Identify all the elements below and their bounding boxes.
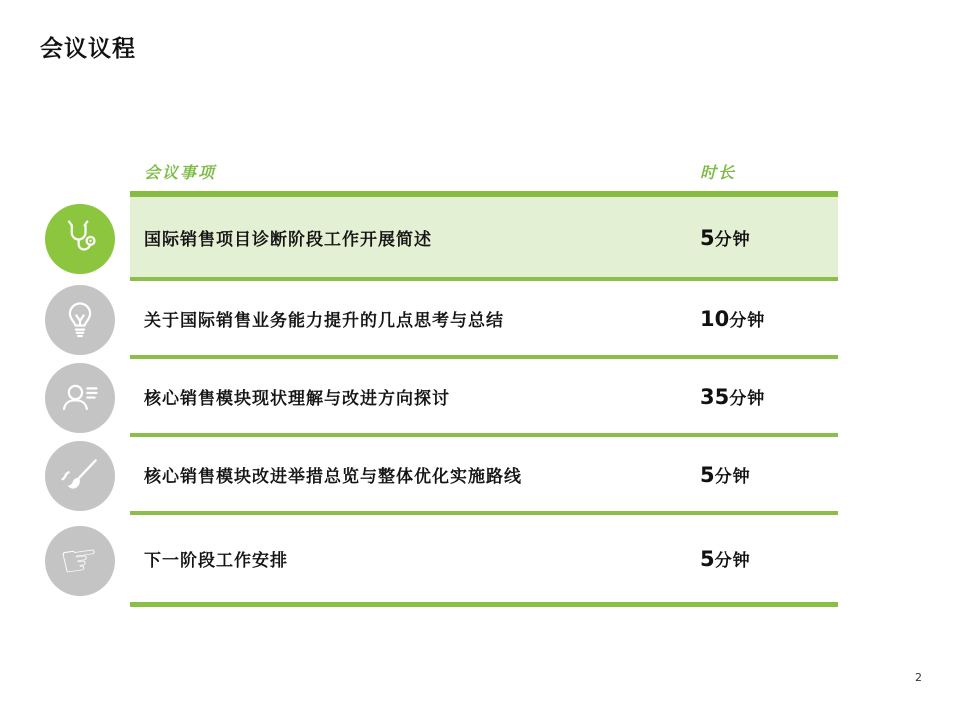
pointing-hand-icon: ☞ [45,526,115,596]
agenda-item-duration [700,306,838,331]
agenda-item-text: 关于国际销售业务能力提升的几点思考与总结 [144,310,504,331]
agenda-item-text: 核心销售模块改进举措总览与整体优化实施路线 [144,466,522,487]
lightbulb-icon [45,285,115,355]
stethoscope-icon [45,204,115,274]
agenda-item-text: 国际销售项目诊断阶段工作开展简述 [144,229,432,250]
table-row [45,197,838,281]
row-icon-cell [45,359,130,437]
person-list-icon [45,363,115,433]
paintbrush-icon [45,441,115,511]
row-content [130,515,838,607]
duration-unit: 分钟 [714,229,751,250]
duration-unit: 分钟 [729,388,766,409]
duration-unit: 分钟 [714,466,751,487]
duration-number: 5 [700,462,715,487]
row-icon-cell [45,281,130,359]
agenda-item-duration [700,225,838,250]
agenda-table [45,160,838,607]
row-icon-cell [45,437,130,515]
agenda-item-text: 核心销售模块现状理解与改进方向探讨 [144,388,450,409]
duration-number: 35 [700,384,730,409]
row-content [130,281,838,359]
column-header-duration: 时长 [700,163,737,182]
agenda-item-duration [700,546,838,571]
table-row [45,437,838,515]
row-icon-cell [45,515,130,607]
table-row [45,359,838,437]
table-row [45,281,838,359]
row-content [130,359,838,437]
duration-number: 5 [700,225,715,250]
page-number: 2 [915,671,922,684]
page-title: 会议议程 [40,35,136,62]
row-content [130,197,838,281]
duration-number: 10 [700,306,730,331]
row-content [130,437,838,515]
duration-unit: 分钟 [714,551,751,571]
table-row [45,515,838,607]
agenda-item-duration [700,462,838,487]
duration-number: 5 [700,547,715,571]
row-icon-cell [45,197,130,281]
agenda-item-duration [700,384,838,409]
agenda-item-text: 下一阶段工作安排 [144,551,288,571]
duration-unit: 分钟 [729,310,766,331]
column-header-items: 会议事项 [144,163,217,182]
table-header-row [130,160,838,197]
